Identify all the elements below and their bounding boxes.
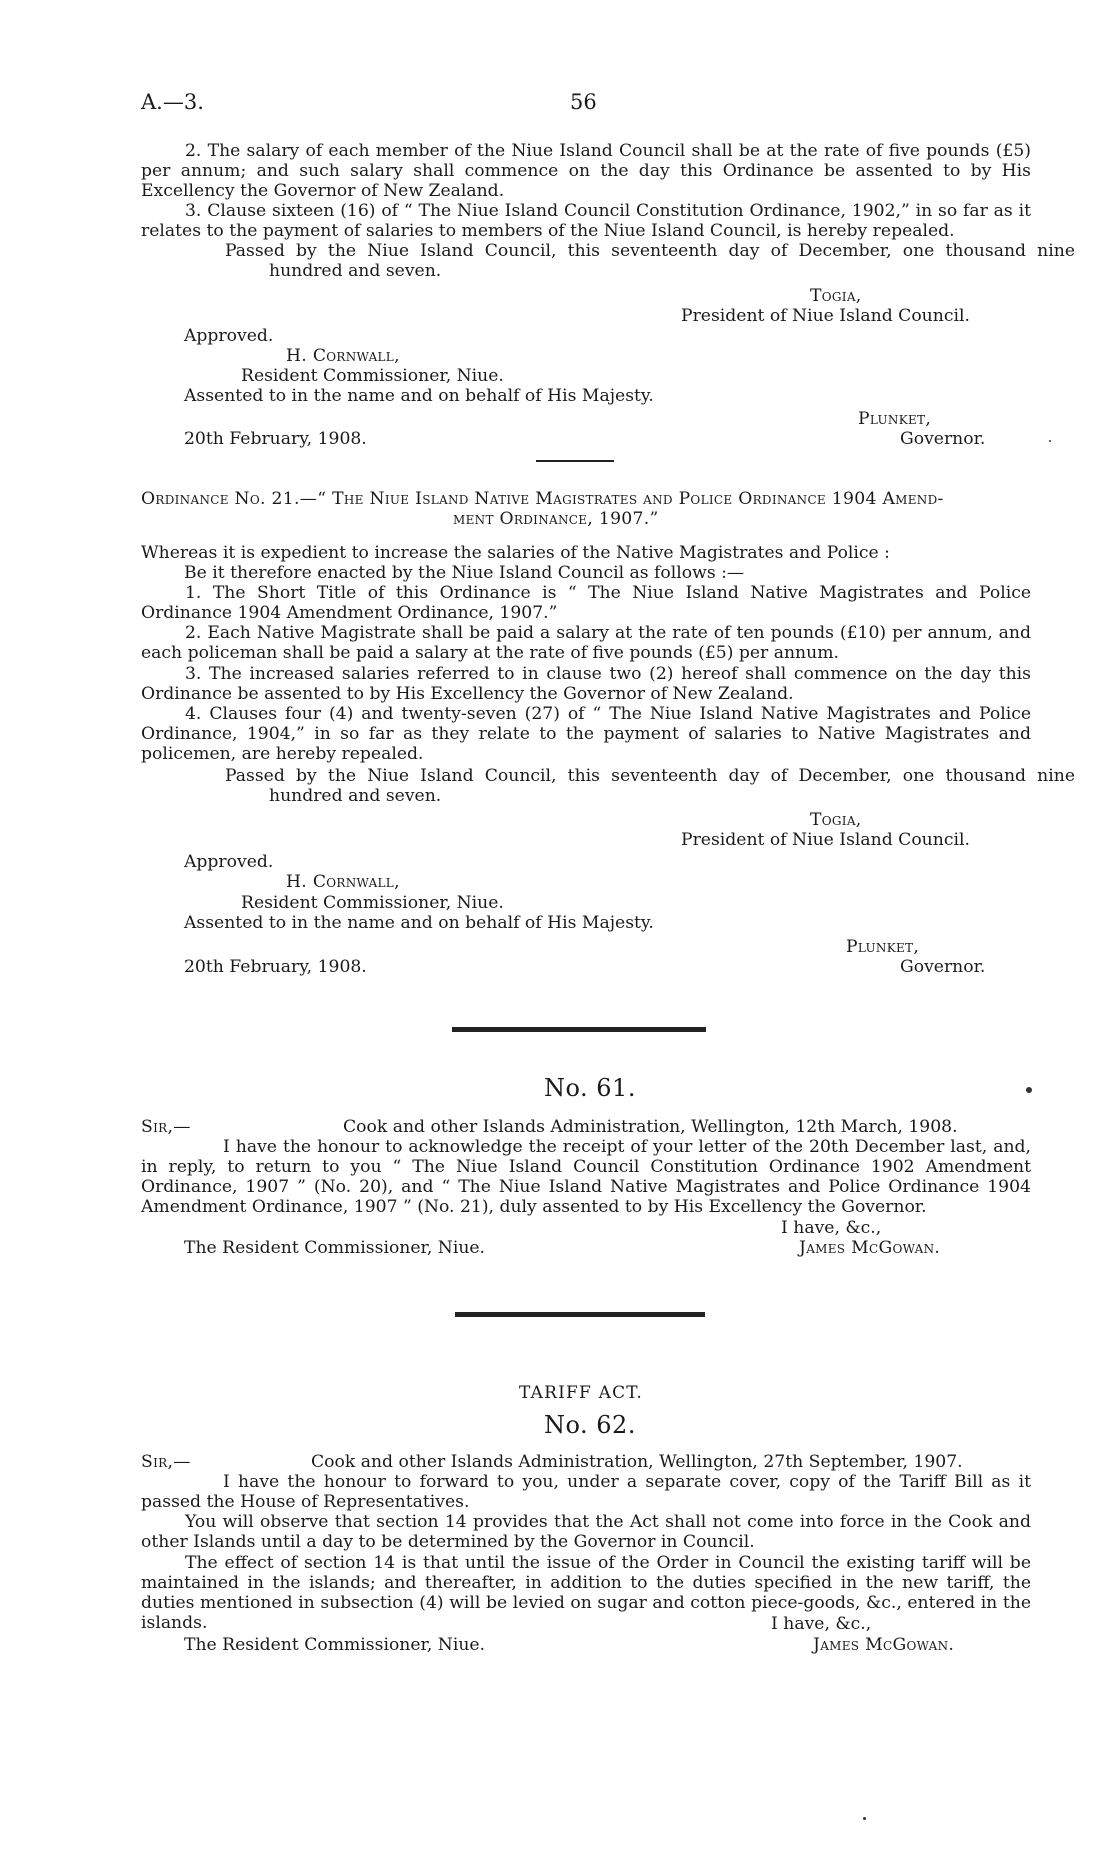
letter61-dateline: Cook and other Islands Administration, Wellington, 12th March, 1908. <box>343 1117 958 1137</box>
ordinance21-assented: Assented to in the name and on behalf of His Majesty. <box>184 913 654 933</box>
letter62-recipient: The Resident Commissioner, Niue. <box>184 1635 486 1655</box>
ordinance21-approved: Approved. <box>184 852 274 872</box>
letter61-salutation: Sir,— <box>141 1117 191 1137</box>
ordinance21-clause-1: 1. The Short Title of this Ordinance is “ The Niue Island Native Magistrates and Police Ordinance 1904 Amendment Ordinance, 1907.” <box>141 583 1031 623</box>
letter62-dateline: Cook and other Islands Administration, Wellington, 27th September, 1907. <box>311 1452 963 1472</box>
scan-speck <box>1049 440 1051 442</box>
letter61-body: I have the honour to acknowledge the receipt of your letter of the 20th December last, and, in reply, to return to you “ The Niue Island Council Constitution Ordinance 1902 Amendment Ordinance, 1907 ” (No. 20), and “ The Niue Island Native Magistrates and Police Ordinance 1904 Amendment Ordinance, 1907 ” (No. 21), duly assented to by His Excellency the Governor. <box>141 1137 1031 1217</box>
section-divider <box>536 460 614 462</box>
ordinance21-clause-4: 4. Clauses four (4) and twenty-seven (27) of “ The Niue Island Native Magistrates and Police Ordinance, 1904,” in so far as they relate to the payment of salaries to Native Magistrates and policemen, are hereby repealed. <box>141 704 1031 764</box>
ordinance21-passed: Passed by the Niue Island Council, this seventeenth day of December, one thousand nine hundred and seven. <box>225 766 1075 806</box>
ordinance21-signer-title: President of Niue Island Council. <box>681 830 970 850</box>
ordinance21-enacted: Be it therefore enacted by the Niue Island Council as follows :— <box>184 563 745 583</box>
ordinance21-date: 20th February, 1908. <box>184 957 367 977</box>
letter62-paragraph-2: You will observe that section 14 provides that the Act shall not come into force in the Cook and other Islands until a day to be determined by the Governor in Council. <box>141 1512 1031 1552</box>
letter62-paragraph-3: The effect of section 14 is that until the issue of the Order in Council the existing tariff will be maintained in the islands; and thereafter, in addition to the duties specified in the new tariff, the duties mentioned in subsection (4) will be levied on sugar and cotton piece-goods, &c., entered in the islands. <box>141 1553 1031 1633</box>
ordinance21-title-text: —“ The Niue Island Native Magistrates and Police Ordinance 1904 Amend- <box>299 489 944 509</box>
ordinance20-governor-title: Governor. <box>900 429 986 449</box>
ordinance21-commissioner: H. Cornwall, <box>286 872 400 892</box>
letter62-number: No. 62. <box>544 1411 636 1439</box>
ordinance20-clause-2: 2. The salary of each member of the Niue Island Council shall be at the rate of five pounds (£5) per annum; and such salary shall commence on the day this Ordinance be assented to by His Excellency the Governor of New Zealand. <box>141 141 1031 201</box>
scan-speck <box>1026 1087 1032 1093</box>
ordinance20-commissioner-title: Resident Commissioner, Niue. <box>241 366 504 386</box>
ordinance20-assented: Assented to in the name and on behalf of His Majesty. <box>184 386 654 406</box>
letter62-signature: James McGowan. <box>813 1635 955 1655</box>
letter61-signature: James McGowan. <box>799 1238 941 1258</box>
ordinance21-whereas: Whereas it is expedient to increase the salaries of the Native Magistrates and Police : <box>141 543 890 563</box>
ordinance21-title-prefix: Ordinance No. 21. <box>141 489 300 509</box>
letter61-closing: I have, &c., <box>781 1218 882 1238</box>
ordinance20-approved: Approved. <box>184 326 274 346</box>
ordinance20-commissioner: H. Cornwall, <box>286 346 400 366</box>
ordinance21-governor-title: Governor. <box>900 957 986 977</box>
document-reference: A.—3. <box>141 90 204 114</box>
ordinance20-signer-title: President of Niue Island Council. <box>681 306 970 326</box>
ordinance21-signer: Togia, <box>810 810 862 830</box>
ordinance21-title-line2: ment Ordinance, 1907.” <box>453 509 659 529</box>
ordinance21-title-line1 <box>141 489 944 509</box>
ordinance20-passed: Passed by the Niue Island Council, this seventeenth day of December, one thousand nine hundred and seven. <box>225 241 1075 281</box>
letter62-closing: I have, &c., <box>771 1614 872 1634</box>
letter62-salutation: Sir,— <box>141 1452 191 1472</box>
major-divider <box>455 1312 705 1317</box>
page-number: 56 <box>570 90 597 114</box>
ordinance20-governor: Plunket, <box>858 409 932 429</box>
ordinance21-clause-2: 2. Each Native Magistrate shall be paid a salary at the rate of ten pounds (£10) per annum, and each policeman shall be paid a salary at the rate of five pounds (£5) per annum. <box>141 623 1031 663</box>
ordinance20-clause-3: 3. Clause sixteen (16) of “ The Niue Island Council Constitution Ordinance, 1902,” in so far as it relates to the payment of salaries to members of the Niue Island Council, is hereby repealed. <box>141 201 1031 241</box>
ordinance21-commissioner-title: Resident Commissioner, Niue. <box>241 893 504 913</box>
ordinance21-clause-3: 3. The increased salaries referred to in clause two (2) hereof shall commence on the day this Ordinance be assented to by His Excellency the Governor of New Zealand. <box>141 664 1031 704</box>
scan-speck <box>863 1817 866 1820</box>
letter61-number: No. 61. <box>544 1074 636 1102</box>
ordinance20-signer: Togia, <box>810 286 862 306</box>
section-title-tariff-act: TARIFF ACT. <box>519 1383 643 1403</box>
ordinance21-governor: Plunket, <box>846 937 920 957</box>
letter62-paragraph-1: I have the honour to forward to you, under a separate cover, copy of the Tariff Bill as it passed the House of Representatives. <box>141 1472 1031 1512</box>
ordinance20-date: 20th February, 1908. <box>184 429 367 449</box>
letter61-recipient: The Resident Commissioner, Niue. <box>184 1238 486 1258</box>
major-divider <box>452 1027 706 1032</box>
